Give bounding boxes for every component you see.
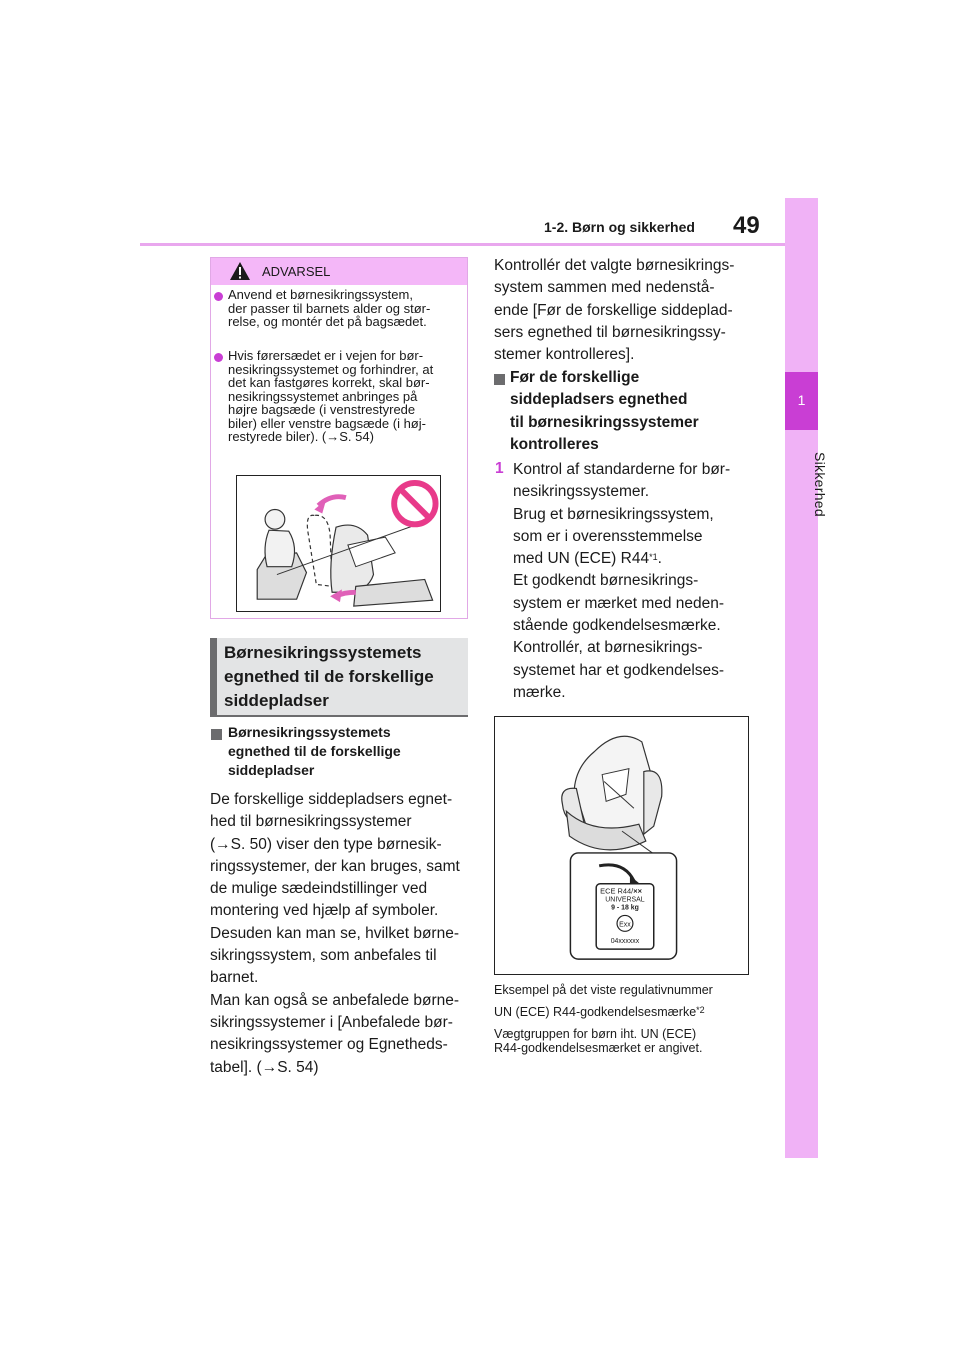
body-line: sers egnethed til børnesikringssy- [494,323,726,341]
body-line: nesikringssystemer og Egnetheds- [210,1036,448,1054]
left-body-paragraph [210,789,470,1079]
chapter-label: Sikkerhed [812,452,828,517]
body-line: hed til børnesikringssystemer [210,813,412,831]
warning-item-2-line: det kan fastgøres korrekt, skal bør- [228,375,430,390]
header-rule [140,243,785,246]
bullet-dot-icon [214,353,223,362]
caption-line: Vægtgruppen for børn iht. UN (ECE) [494,1027,697,1041]
warning-item-2-line: restyrede biler). (→S. 54) [228,429,374,444]
footnote-mark: *1 [649,552,658,563]
warning-item-1-line: Anvend et børnesikringssystem, [228,287,413,302]
bullet-dot-icon [214,292,223,301]
subheading-line: Børnesikringssystemets [228,724,391,740]
subheading-line: siddepladsers egnethed [510,391,688,409]
chapter-number: 1 [797,392,806,408]
warning-item-2-line: nesikringssystemet anbringes på [228,388,418,404]
body-line: sikringssystemer i [Anbefalede bør- [210,1013,453,1031]
warning-item-2-line: Hvis førersædet er i vejen for bør- [228,348,424,363]
running-header: 1-2. Børn og sikkerhed [544,219,695,235]
body-line: de mulige sædeindstillinger ved [210,880,428,898]
section-heading-line: siddepladser [224,691,329,710]
body-line: montering ved hjælp af symboler. [210,902,439,920]
step-number: 1 [495,460,504,477]
body-line [513,548,763,570]
warning-item-1 [228,288,460,329]
chapter-side-tab [785,198,818,1158]
body-line: ringssystemer, der kan bruges, samt [210,857,460,875]
caption-line [494,1005,705,1019]
subheading-line: siddepladser [228,762,315,778]
body-line: system er mærket med neden- [513,594,725,612]
right-intro-paragraph [494,255,759,366]
body-line: Man kan også se anbefalede børne- [210,991,460,1009]
caption-line: Eksempel på det viste regulativnummer [494,983,713,997]
footnote-mark: *2 [696,1005,705,1015]
warning-item-1-line: relse, og montér det på bagsædet. [228,314,427,329]
body-line: som er i overensstemmelse [513,527,703,545]
body-line: Kontrol af standarderne for bør- [513,461,731,478]
warning-title: ADVARSEL [262,264,331,279]
warning-triangle-icon [229,261,251,281]
section-heading-line: Børnesikringssystemets [224,643,422,662]
warning-item-2-line: nesikringssystemet og forhindrer, at [228,361,434,377]
body-line: tabel]. (→S. 54) [210,1058,319,1076]
section-heading-line: egnethed til de forskellige [224,667,434,686]
body-line: sikringssystem, som anbefales til [210,947,437,965]
page-number: 49 [733,212,760,239]
section-heading [224,641,464,713]
body-line: mærke. [513,683,566,701]
body-line: De forskellige siddepladsers egnet- [210,791,453,808]
subheading-line: til børnesikringssystemer [510,413,699,431]
body-line: Et godkendt børnesikrings- [513,572,699,590]
body-line: ende [Før de forskellige siddeplad- [494,301,733,319]
subheading-line: kontrolleres [510,435,599,453]
body-line: Kontrollér, at børnesikrings- [513,639,703,657]
subheading-line: Før de forskellige [510,369,640,386]
warning-item-2-line: højre bagsæde (i venstrestyrede [228,402,416,417]
body-line: systemet har et godkendelses- [513,661,725,679]
warning-item-2-line: biler) eller venstre bagsæde (i høj- [228,415,426,431]
body-line: nesikringssystemer. [513,483,650,501]
label-line-2: UNIVERSAL [605,896,645,904]
label-line-1: ECE R44/×× [600,886,642,896]
child-seat-label-illustration [494,716,749,975]
caption-text: UN (ECE) R44-godkendelsesmærke [494,1005,697,1019]
body-line: system sammen med nedenstå- [494,279,715,297]
caption-line: R44-godkendelsesmærket er angivet. [494,1041,703,1055]
label-circle-text: Exx [619,921,631,929]
square-bullet-icon [494,374,505,385]
body-line: Brug et børnesikringssystem, [513,505,714,523]
body-line: stemer kontrolleres]. [494,346,635,364]
step-text [513,459,763,704]
body-line: barnet. [210,969,259,987]
right-subheading [510,367,699,456]
body-line: Kontrollér det valgte børnesikrings- [494,257,735,274]
body-line: Desuden kan man se, hvilket børne- [210,924,459,942]
subheading-line: egnethed til de forskellige [228,743,401,759]
label-line-4: 04xxxxxx [610,938,640,946]
seat-obstruction-illustration [236,475,441,612]
warning-item-2 [228,349,460,444]
label-line-3: 9 - 18 kg [611,904,639,912]
body-text: med UN (ECE) R44 [513,550,650,568]
left-subheading [228,723,401,780]
body-line: (→S. 50) viser den type børnesik- [210,835,442,853]
body-line: stående godkendelsesmærke. [513,617,721,635]
body-text: . [657,550,662,568]
square-bullet-icon [211,729,222,740]
warning-item-1-line: der passer til barnets alder og stør- [228,300,431,316]
